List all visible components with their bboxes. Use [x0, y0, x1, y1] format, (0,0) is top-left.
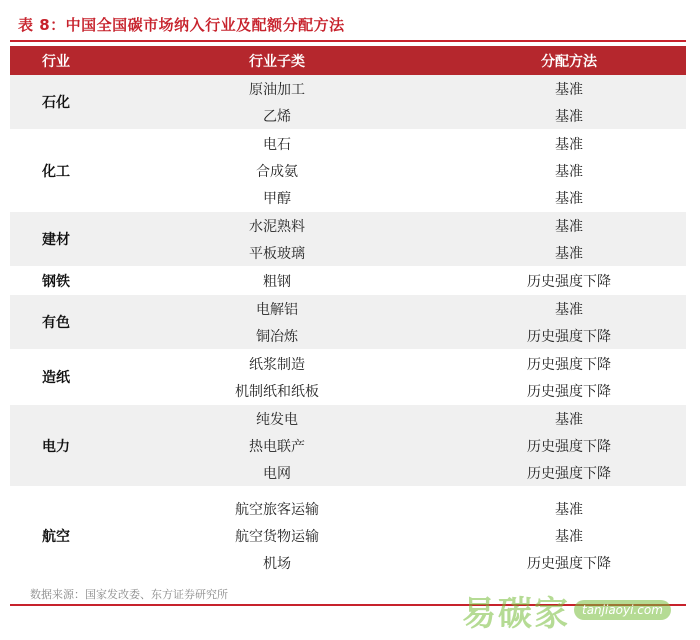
table-row [102, 549, 686, 576]
subcategory-cell: 原油加工 [249, 81, 305, 98]
subcategory-cell: 航空货物运输 [235, 528, 319, 545]
method-cell: 基准 [555, 190, 583, 207]
industry-group [10, 75, 686, 130]
method-cell: 基准 [555, 301, 583, 318]
industry-cell: 造纸 [42, 370, 70, 386]
allocation-table [10, 46, 686, 577]
industry-group [10, 130, 686, 212]
table-row [102, 432, 686, 459]
subcategory-cell: 电石 [263, 136, 291, 153]
industry-cell: 航空 [42, 528, 70, 545]
table-row [102, 212, 686, 239]
header-industry: 行业 [42, 53, 70, 70]
subcategory-cell: 机制纸和纸板 [235, 383, 319, 400]
industry-cell: 钢铁 [42, 273, 70, 290]
header-subcategory: 行业子类 [249, 53, 305, 70]
header-method: 分配方法 [541, 53, 597, 70]
subcategory-cell: 机场 [263, 555, 291, 572]
method-cell: 基准 [555, 245, 583, 262]
method-cell: 基准 [555, 136, 583, 153]
industry-group [10, 267, 686, 295]
subcategory-cell: 粗钢 [263, 273, 291, 290]
method-cell: 基准 [555, 501, 583, 518]
method-cell: 历史强度下降 [527, 438, 611, 455]
industry-cell: 石化 [42, 95, 70, 111]
method-cell: 历史强度下降 [527, 273, 611, 290]
table-row [102, 130, 686, 157]
industry-group [10, 212, 686, 267]
subcategory-cell: 热电联产 [249, 438, 305, 455]
table-row [102, 377, 686, 404]
table-row [102, 267, 686, 294]
table-row [102, 184, 686, 211]
industry-cell: 有色 [42, 315, 70, 331]
subcategory-cell: 电网 [263, 465, 291, 482]
table-row [102, 459, 686, 486]
subcategory-cell: 纯发电 [256, 411, 298, 428]
source-note: 数据来源：国家发改委、东方证券研究所 [30, 588, 228, 601]
industry-group [10, 350, 686, 405]
table-row [102, 350, 686, 377]
table-row [102, 102, 686, 129]
subcategory-cell: 航空旅客运输 [235, 501, 319, 518]
industry-cell: 电力 [42, 438, 70, 455]
industry-group [10, 295, 686, 350]
method-cell: 基准 [555, 218, 583, 235]
method-cell: 基准 [555, 81, 583, 98]
subcategory-cell: 铜冶炼 [256, 328, 298, 345]
method-cell: 历史强度下降 [527, 555, 611, 572]
watermark-text: 易碳家 [462, 593, 570, 634]
table-row [102, 75, 686, 102]
title-divider [10, 40, 686, 42]
method-cell: 历史强度下降 [527, 328, 611, 345]
watermark-logo [462, 588, 688, 632]
table-header [10, 46, 686, 75]
table-row [102, 295, 686, 322]
method-cell: 历史强度下降 [527, 465, 611, 482]
subcategory-cell: 合成氨 [256, 163, 298, 180]
method-cell: 基准 [555, 163, 583, 180]
subcategory-cell: 水泥熟料 [249, 218, 305, 235]
method-cell: 基准 [555, 108, 583, 125]
table-title: 表 8：中国全国碳市场纳入行业及配额分配方法 [18, 16, 345, 34]
subcategory-cell: 纸浆制造 [249, 356, 305, 373]
method-cell: 历史强度下降 [527, 356, 611, 373]
method-cell: 历史强度下降 [527, 383, 611, 400]
watermark-domain: tanjiaoyi.com [574, 600, 671, 620]
industry-cell: 建材 [42, 232, 70, 248]
industry-group [10, 487, 686, 577]
subcategory-cell: 乙烯 [263, 108, 291, 125]
table-row [102, 405, 686, 432]
industry-group [10, 405, 686, 487]
subcategory-cell: 平板玻璃 [249, 245, 305, 262]
subcategory-cell: 电解铝 [256, 301, 298, 318]
table-row [102, 157, 686, 184]
subcategory-cell: 甲醇 [263, 190, 291, 207]
table-row [102, 522, 686, 549]
method-cell: 基准 [555, 528, 583, 545]
industry-cell: 化工 [42, 163, 70, 180]
table-row [102, 239, 686, 266]
table-row [102, 495, 686, 522]
table-row [102, 322, 686, 349]
method-cell: 基准 [555, 411, 583, 428]
